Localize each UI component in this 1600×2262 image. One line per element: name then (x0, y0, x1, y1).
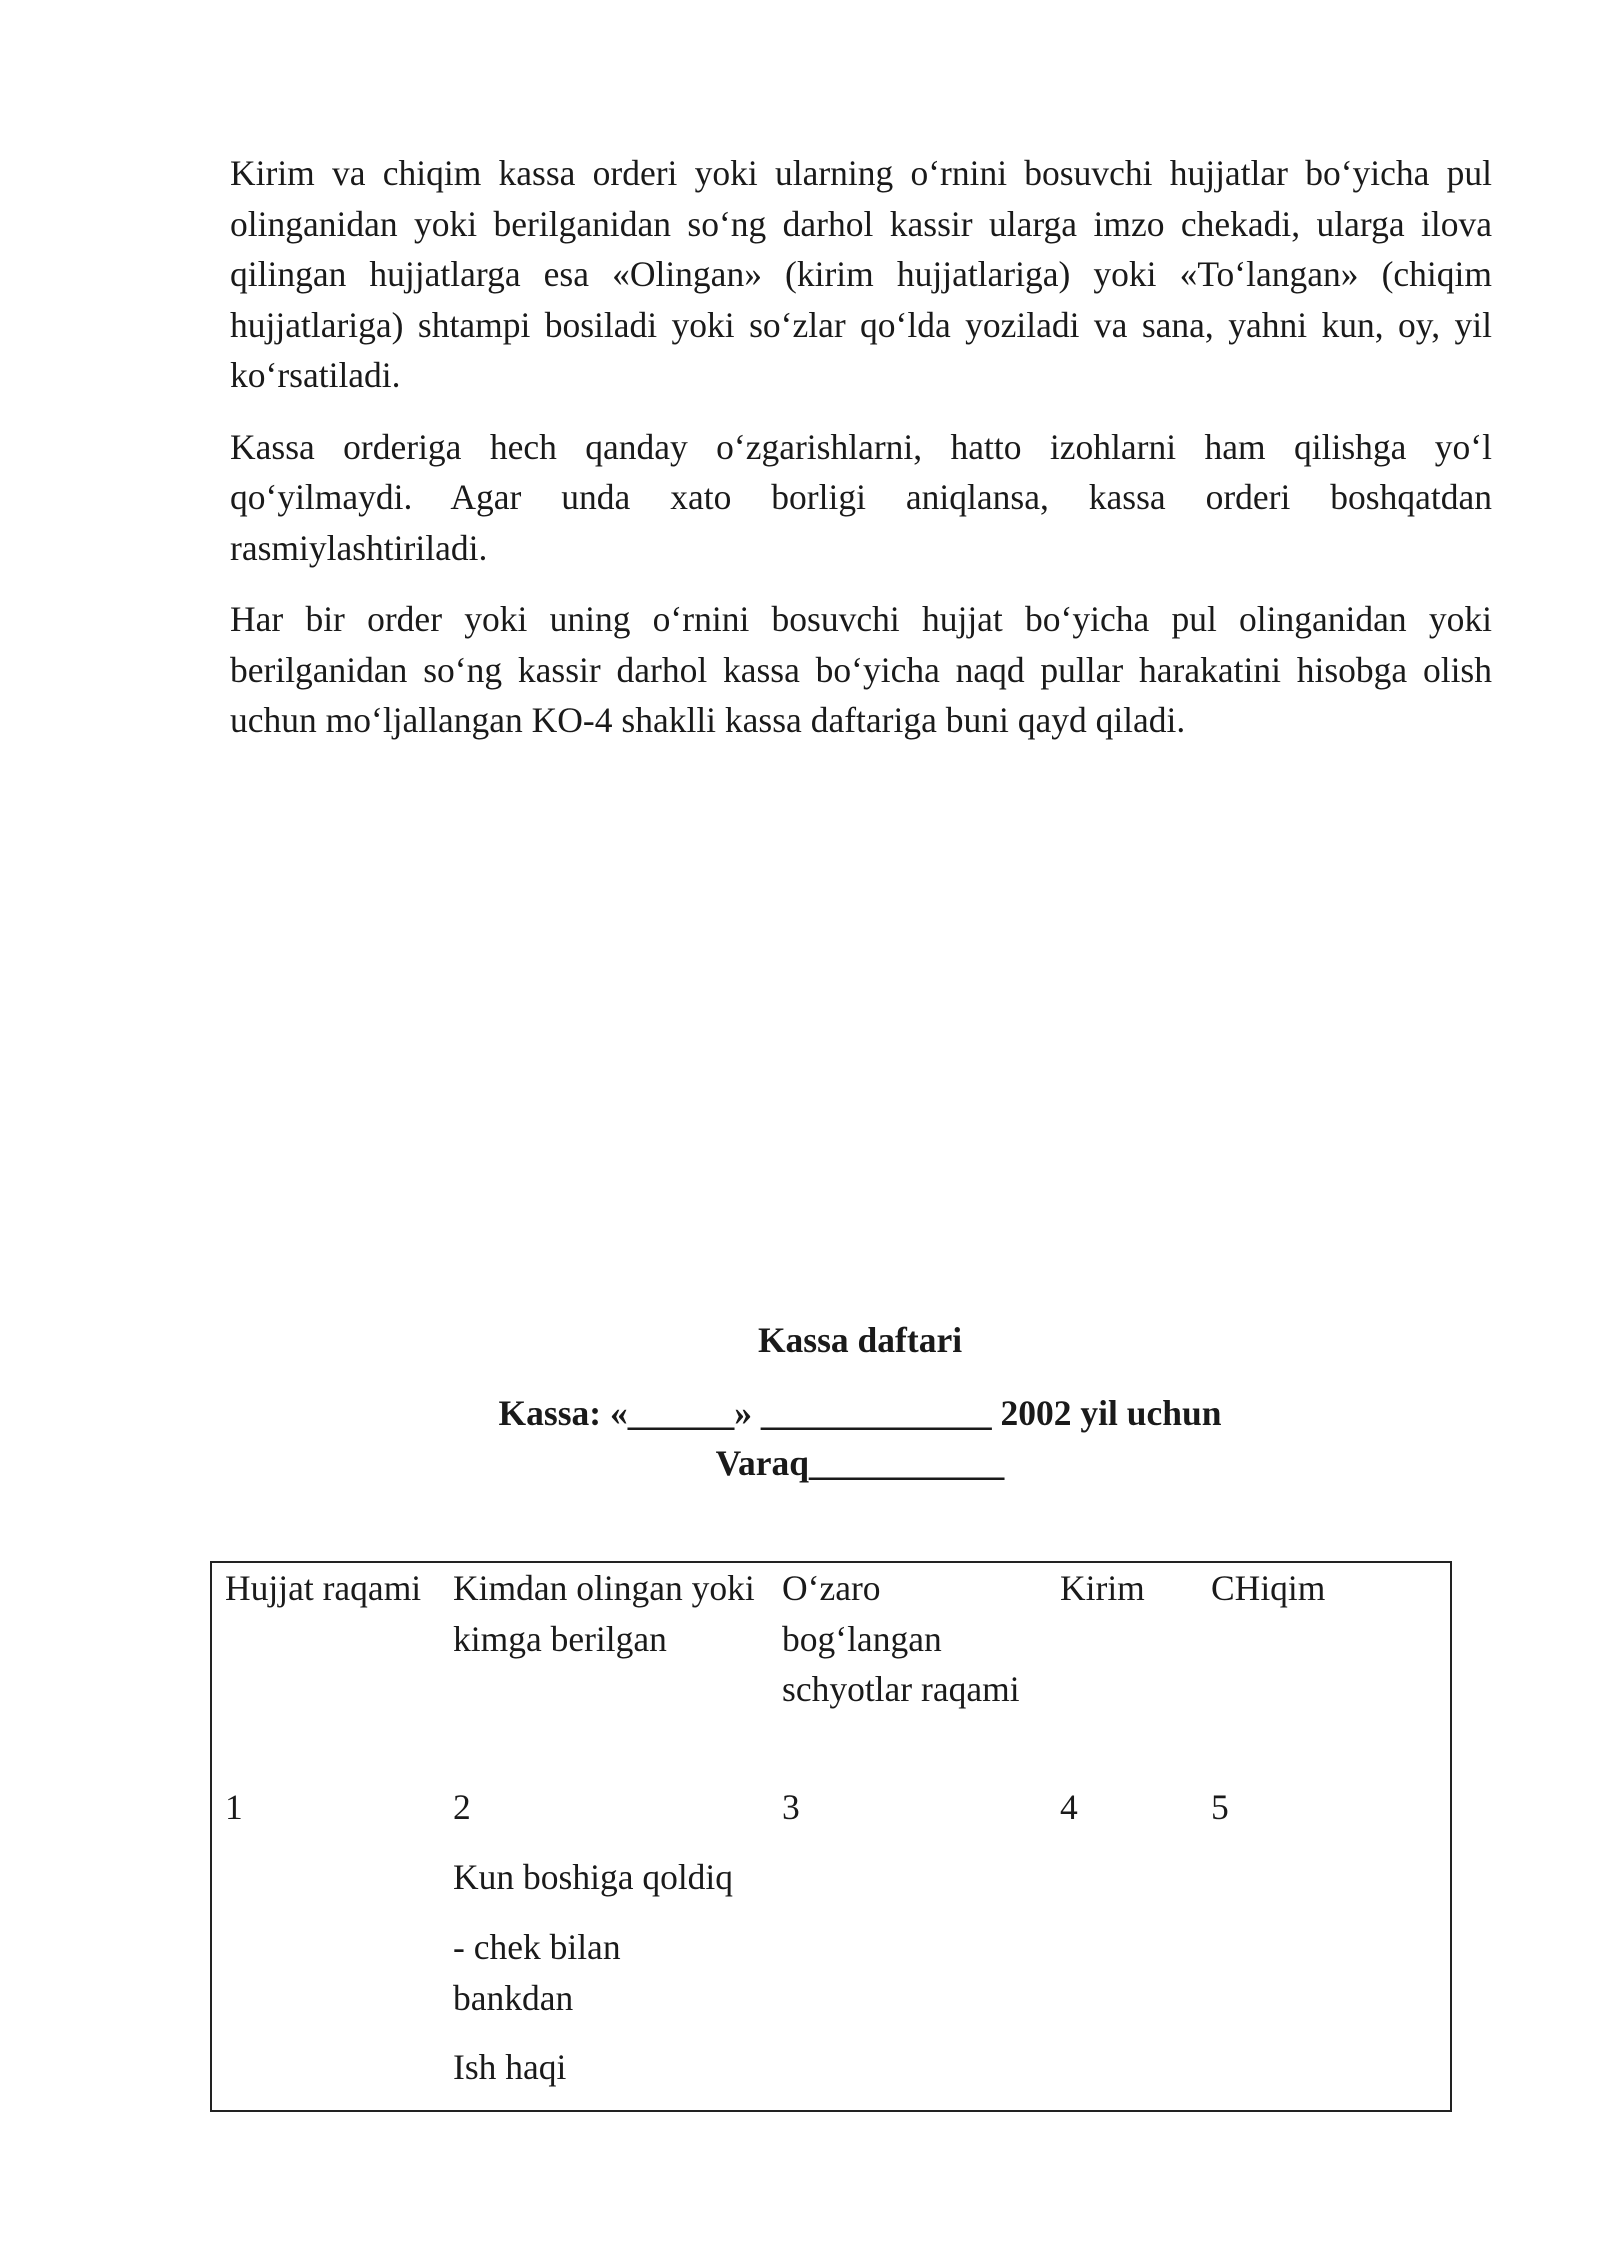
varaq-line: Varaq___________ (715, 1443, 1005, 1483)
column-header-receipts: Kirim (1060, 1568, 1145, 1608)
column-number: 4 (1060, 1787, 1078, 1827)
ledger-table (210, 1561, 1452, 2112)
paragraph: Kassa orderiga hech qanday o‘zgarishlarni, hatto izohlarni ham qilishga yo‘l qo‘yilmaydi. Agar unda xato borligi aniqlansa, kassa orderi boshqatdan rasmiylashtiriladi. (230, 426, 1492, 568)
column-number: 5 (1211, 1787, 1229, 1827)
column-header-expenses: CHiqim (1211, 1568, 1326, 1608)
table-row: - chek bilan bankdan (453, 1927, 621, 2018)
kassa-line: Kassa: «______» _____________ 2002 yil uchun (498, 1393, 1222, 1433)
column-header-document-number: Hujjat raqami (225, 1568, 422, 1608)
ledger-title: Kassa daftari (757, 1320, 963, 1360)
table-row: Kun boshiga qoldiq (453, 1857, 734, 1897)
body-text (230, 148, 1492, 767)
table-row: Ish haqi (453, 2047, 567, 2087)
column-header-corresponding-accounts: O‘zaro bog‘langan schyotlar raqami (782, 1568, 1020, 1709)
column-number: 3 (782, 1787, 800, 1827)
paragraph: Har bir order yoki uning o‘rnini bosuvchi hujjat bo‘yicha pul olinganidan yoki berilganidan so‘ng kassir darhol kassa bo‘yicha naqd pullar harakatini hisobga olish uchun mo‘ljallangan KO-4 shaklli kassa daftariga buni qayd qiladi. (230, 599, 1492, 740)
column-number: 2 (453, 1787, 471, 1827)
column-number: 1 (225, 1787, 243, 1827)
column-header-counterparty: Kimdan olingan yoki kimga berilgan (453, 1568, 755, 1659)
paragraph: Kirim va chiqim kassa orderi yoki ularning o‘rnini bosuvchi hujjatlar bo‘yicha pul olinganidan yoki berilganidan so‘ng darhol kassir ularga imzo chekadi, ularga ilova qilingan hujjatlarga esa «Olingan» (kirim hujjatlariga) yoki «To‘langan» (chiqim hujjatlariga) shtampi bosiladi yoki so‘zlar qo‘lda yoziladi va sana, yahni kun, oy, yil ko‘rsatiladi. (230, 153, 1492, 395)
